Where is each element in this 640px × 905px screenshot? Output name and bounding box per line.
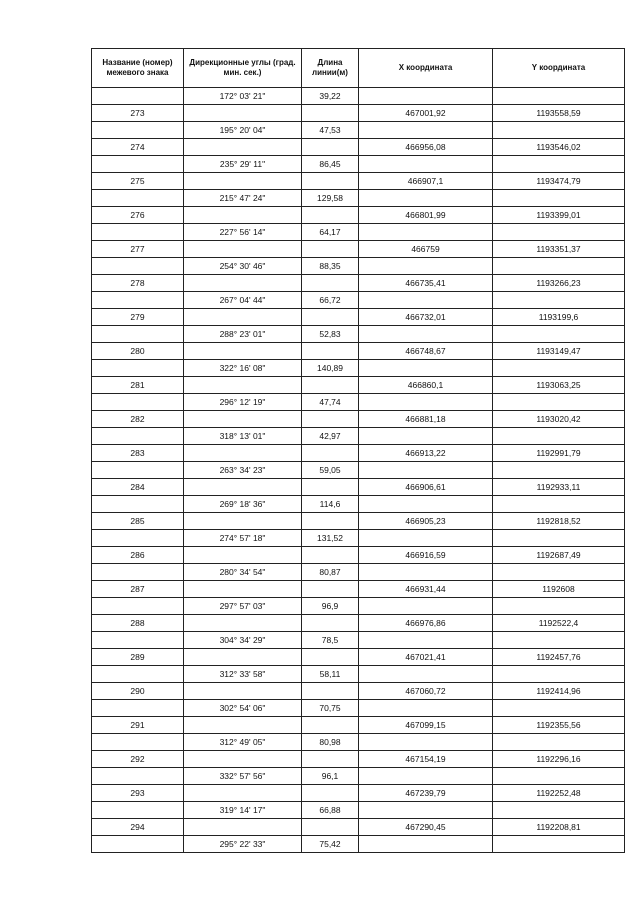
point-empty-cell (184, 785, 302, 802)
y-coordinate: 1192991,79 (493, 445, 625, 462)
point-name: 284 (92, 479, 184, 496)
line-length: 78,5 (302, 632, 359, 649)
y-coordinate: 1192608 (493, 581, 625, 598)
point-empty-cell (184, 649, 302, 666)
line-length: 129,58 (302, 190, 359, 207)
direction-angle: 235° 29' 11" (184, 156, 302, 173)
segment-empty-cell (493, 734, 625, 751)
segment-empty-cell (359, 802, 493, 819)
point-name: 282 (92, 411, 184, 428)
segment-row (92, 462, 625, 479)
segment-row (92, 802, 625, 819)
segment-empty-cell (493, 598, 625, 615)
point-empty-cell (302, 785, 359, 802)
point-empty-cell (184, 819, 302, 836)
segment-row (92, 836, 625, 853)
point-row (92, 479, 625, 496)
point-row (92, 241, 625, 258)
segment-empty-cell (359, 700, 493, 717)
point-empty-cell (302, 615, 359, 632)
y-coordinate: 1193474,79 (493, 173, 625, 190)
line-length: 80,87 (302, 564, 359, 581)
point-empty-cell (184, 717, 302, 734)
point-empty-cell (302, 241, 359, 258)
segment-empty-cell (493, 122, 625, 139)
segment-empty-cell (92, 428, 184, 445)
direction-angle: 215° 47' 24" (184, 190, 302, 207)
x-coordinate: 467099,15 (359, 717, 493, 734)
x-coordinate: 466931,44 (359, 581, 493, 598)
segment-empty-cell (92, 224, 184, 241)
x-coordinate: 466732,01 (359, 309, 493, 326)
x-coordinate: 466916,59 (359, 547, 493, 564)
segment-row (92, 496, 625, 513)
segment-row (92, 360, 625, 377)
point-empty-cell (184, 479, 302, 496)
point-empty-cell (302, 445, 359, 462)
segment-empty-cell (493, 700, 625, 717)
boundary-points-table (91, 48, 625, 853)
line-length: 52,83 (302, 326, 359, 343)
y-coordinate: 1193546,02 (493, 139, 625, 156)
segment-empty-cell (92, 156, 184, 173)
direction-angle: 297° 57' 03" (184, 598, 302, 615)
segment-empty-cell (493, 496, 625, 513)
segment-empty-cell (493, 224, 625, 241)
segment-empty-cell (92, 394, 184, 411)
direction-angle: 254° 30' 46" (184, 258, 302, 275)
segment-empty-cell (359, 836, 493, 853)
line-length: 131,52 (302, 530, 359, 547)
y-coordinate: 1193558,59 (493, 105, 625, 122)
point-row (92, 751, 625, 768)
x-coordinate: 467001,92 (359, 105, 493, 122)
y-coordinate: 1193063,25 (493, 377, 625, 394)
point-row (92, 411, 625, 428)
segment-row (92, 700, 625, 717)
segment-empty-cell (92, 360, 184, 377)
direction-angle: 295° 22' 33" (184, 836, 302, 853)
segment-empty-cell (359, 734, 493, 751)
segment-empty-cell (92, 768, 184, 785)
segment-empty-cell (359, 258, 493, 275)
direction-angle: 227° 56' 14" (184, 224, 302, 241)
segment-row (92, 88, 625, 105)
segment-empty-cell (493, 564, 625, 581)
direction-angle: 296° 12' 19" (184, 394, 302, 411)
x-coordinate: 467239,79 (359, 785, 493, 802)
x-coordinate: 466748,67 (359, 343, 493, 360)
point-name: 288 (92, 615, 184, 632)
segment-empty-cell (92, 122, 184, 139)
point-empty-cell (302, 581, 359, 598)
segment-empty-cell (359, 122, 493, 139)
y-coordinate: 1193266,23 (493, 275, 625, 292)
segment-empty-cell (92, 496, 184, 513)
point-name: 289 (92, 649, 184, 666)
direction-angle: 267° 04' 44" (184, 292, 302, 309)
segment-empty-cell (359, 496, 493, 513)
x-coordinate: 467154,19 (359, 751, 493, 768)
point-row (92, 105, 625, 122)
segment-row (92, 394, 625, 411)
segment-empty-cell (359, 666, 493, 683)
point-empty-cell (302, 819, 359, 836)
segment-empty-cell (359, 88, 493, 105)
line-length: 47,53 (302, 122, 359, 139)
segment-row (92, 428, 625, 445)
segment-empty-cell (92, 700, 184, 717)
x-coordinate: 466759 (359, 241, 493, 258)
point-empty-cell (184, 207, 302, 224)
segment-empty-cell (359, 768, 493, 785)
x-coordinate: 466913,22 (359, 445, 493, 462)
segment-empty-cell (493, 360, 625, 377)
point-empty-cell (302, 649, 359, 666)
direction-angle: 302° 54' 06" (184, 700, 302, 717)
segment-empty-cell (493, 530, 625, 547)
point-empty-cell (184, 615, 302, 632)
y-coordinate: 1193351,37 (493, 241, 625, 258)
line-length: 39,22 (302, 88, 359, 105)
header-x-coordinate: X координата (359, 49, 493, 88)
segment-empty-cell (359, 292, 493, 309)
x-coordinate: 466956,08 (359, 139, 493, 156)
point-name: 294 (92, 819, 184, 836)
segment-empty-cell (92, 88, 184, 105)
point-name: 292 (92, 751, 184, 768)
segment-row (92, 734, 625, 751)
point-empty-cell (302, 683, 359, 700)
point-name: 277 (92, 241, 184, 258)
point-name: 281 (92, 377, 184, 394)
header-line-length: Длина линии(м) (302, 49, 359, 88)
table-body (92, 88, 625, 853)
segment-empty-cell (493, 768, 625, 785)
point-name: 274 (92, 139, 184, 156)
line-length: 58,11 (302, 666, 359, 683)
point-name: 276 (92, 207, 184, 224)
point-name: 280 (92, 343, 184, 360)
direction-angle: 332° 57' 56" (184, 768, 302, 785)
point-row (92, 819, 625, 836)
segment-empty-cell (359, 326, 493, 343)
point-row (92, 649, 625, 666)
point-empty-cell (184, 377, 302, 394)
segment-row (92, 258, 625, 275)
point-name: 293 (92, 785, 184, 802)
segment-empty-cell (493, 190, 625, 207)
line-length: 96,1 (302, 768, 359, 785)
y-coordinate: 1192818,52 (493, 513, 625, 530)
point-empty-cell (184, 241, 302, 258)
point-empty-cell (302, 173, 359, 190)
header-point-name: Название (номер) межевого знака (92, 49, 184, 88)
segment-empty-cell (359, 156, 493, 173)
point-row (92, 717, 625, 734)
y-coordinate: 1192252,48 (493, 785, 625, 802)
segment-empty-cell (493, 88, 625, 105)
point-name: 291 (92, 717, 184, 734)
segment-empty-cell (493, 428, 625, 445)
point-name: 290 (92, 683, 184, 700)
line-length: 80,98 (302, 734, 359, 751)
direction-angle: 312° 49' 05" (184, 734, 302, 751)
direction-angle: 269° 18' 36" (184, 496, 302, 513)
direction-angle: 280° 34' 54" (184, 564, 302, 581)
line-length: 88,35 (302, 258, 359, 275)
direction-angle: 263° 34' 23" (184, 462, 302, 479)
y-coordinate: 1192933,11 (493, 479, 625, 496)
line-length: 75,42 (302, 836, 359, 853)
point-empty-cell (302, 513, 359, 530)
line-length: 114,6 (302, 496, 359, 513)
line-length: 59,05 (302, 462, 359, 479)
line-length: 47,74 (302, 394, 359, 411)
point-name: 279 (92, 309, 184, 326)
segment-empty-cell (493, 258, 625, 275)
segment-empty-cell (493, 156, 625, 173)
line-length: 96,9 (302, 598, 359, 615)
direction-angle: 304° 34' 29" (184, 632, 302, 649)
line-length: 70,75 (302, 700, 359, 717)
segment-empty-cell (359, 394, 493, 411)
segment-empty-cell (92, 598, 184, 615)
segment-row (92, 564, 625, 581)
table-header-row (92, 49, 625, 88)
segment-empty-cell (493, 802, 625, 819)
point-name: 283 (92, 445, 184, 462)
header-y-coordinate: Y координата (493, 49, 625, 88)
direction-angle: 172° 03' 21" (184, 88, 302, 105)
segment-empty-cell (493, 632, 625, 649)
point-row (92, 513, 625, 530)
segment-row (92, 190, 625, 207)
segment-row (92, 156, 625, 173)
point-empty-cell (302, 717, 359, 734)
point-row (92, 615, 625, 632)
point-row (92, 785, 625, 802)
point-name: 278 (92, 275, 184, 292)
point-empty-cell (302, 343, 359, 360)
header-direction-angle: Дирекционные углы (град. мин. сек.) (184, 49, 302, 88)
segment-empty-cell (92, 632, 184, 649)
point-empty-cell (184, 105, 302, 122)
point-name: 285 (92, 513, 184, 530)
y-coordinate: 1192457,76 (493, 649, 625, 666)
direction-angle: 318° 13' 01" (184, 428, 302, 445)
segment-empty-cell (493, 666, 625, 683)
x-coordinate: 466905,23 (359, 513, 493, 530)
point-empty-cell (184, 445, 302, 462)
point-empty-cell (302, 547, 359, 564)
segment-empty-cell (92, 666, 184, 683)
x-coordinate: 466907,1 (359, 173, 493, 190)
point-empty-cell (184, 513, 302, 530)
segment-empty-cell (92, 802, 184, 819)
point-empty-cell (184, 343, 302, 360)
y-coordinate: 1192414,96 (493, 683, 625, 700)
direction-angle: 195° 20' 04" (184, 122, 302, 139)
segment-empty-cell (92, 734, 184, 751)
point-empty-cell (302, 751, 359, 768)
segment-empty-cell (493, 462, 625, 479)
segment-empty-cell (359, 462, 493, 479)
segment-empty-cell (493, 292, 625, 309)
point-empty-cell (184, 683, 302, 700)
point-empty-cell (184, 581, 302, 598)
direction-angle: 322° 16' 08" (184, 360, 302, 377)
point-empty-cell (302, 207, 359, 224)
segment-empty-cell (92, 836, 184, 853)
y-coordinate: 1193399,01 (493, 207, 625, 224)
point-empty-cell (302, 105, 359, 122)
y-coordinate: 1192522,4 (493, 615, 625, 632)
segment-empty-cell (92, 564, 184, 581)
x-coordinate: 466881,18 (359, 411, 493, 428)
x-coordinate: 466906,61 (359, 479, 493, 496)
point-empty-cell (302, 309, 359, 326)
point-row (92, 275, 625, 292)
x-coordinate: 466735,41 (359, 275, 493, 292)
x-coordinate: 466976,86 (359, 615, 493, 632)
point-empty-cell (302, 139, 359, 156)
point-row (92, 139, 625, 156)
segment-row (92, 326, 625, 343)
line-length: 66,88 (302, 802, 359, 819)
segment-row (92, 666, 625, 683)
y-coordinate: 1193149,47 (493, 343, 625, 360)
segment-empty-cell (493, 836, 625, 853)
segment-empty-cell (359, 190, 493, 207)
segment-empty-cell (493, 326, 625, 343)
segment-row (92, 224, 625, 241)
point-name: 286 (92, 547, 184, 564)
direction-angle: 274° 57' 18" (184, 530, 302, 547)
y-coordinate: 1192687,49 (493, 547, 625, 564)
y-coordinate: 1192296,16 (493, 751, 625, 768)
point-empty-cell (302, 275, 359, 292)
line-length: 140,89 (302, 360, 359, 377)
point-name: 273 (92, 105, 184, 122)
segment-row (92, 632, 625, 649)
point-empty-cell (184, 309, 302, 326)
x-coordinate: 467060,72 (359, 683, 493, 700)
point-empty-cell (302, 479, 359, 496)
y-coordinate: 1193020,42 (493, 411, 625, 428)
y-coordinate: 1192208,81 (493, 819, 625, 836)
x-coordinate: 467290,45 (359, 819, 493, 836)
segment-empty-cell (359, 224, 493, 241)
point-row (92, 173, 625, 190)
segment-empty-cell (359, 428, 493, 445)
point-empty-cell (184, 751, 302, 768)
segment-empty-cell (92, 190, 184, 207)
point-empty-cell (184, 173, 302, 190)
segment-empty-cell (92, 462, 184, 479)
point-name: 275 (92, 173, 184, 190)
point-empty-cell (184, 275, 302, 292)
line-length: 42,97 (302, 428, 359, 445)
point-empty-cell (302, 377, 359, 394)
point-empty-cell (184, 411, 302, 428)
segment-row (92, 598, 625, 615)
point-empty-cell (184, 547, 302, 564)
x-coordinate: 466860,1 (359, 377, 493, 394)
segment-row (92, 292, 625, 309)
segment-empty-cell (359, 564, 493, 581)
point-row (92, 581, 625, 598)
segment-empty-cell (92, 292, 184, 309)
point-row (92, 445, 625, 462)
x-coordinate: 466801,99 (359, 207, 493, 224)
point-empty-cell (184, 139, 302, 156)
line-length: 86,45 (302, 156, 359, 173)
line-length: 66,72 (302, 292, 359, 309)
segment-empty-cell (493, 394, 625, 411)
y-coordinate: 1192355,56 (493, 717, 625, 734)
segment-empty-cell (359, 530, 493, 547)
direction-angle: 288° 23' 01" (184, 326, 302, 343)
segment-row (92, 122, 625, 139)
line-length: 64,17 (302, 224, 359, 241)
point-name: 287 (92, 581, 184, 598)
direction-angle: 319° 14' 17" (184, 802, 302, 819)
y-coordinate: 1193199,6 (493, 309, 625, 326)
point-row (92, 547, 625, 564)
point-row (92, 309, 625, 326)
point-row (92, 377, 625, 394)
segment-empty-cell (92, 326, 184, 343)
segment-empty-cell (359, 632, 493, 649)
x-coordinate: 467021,41 (359, 649, 493, 666)
point-row (92, 683, 625, 700)
point-row (92, 343, 625, 360)
segment-row (92, 530, 625, 547)
direction-angle: 312° 33' 58" (184, 666, 302, 683)
segment-empty-cell (92, 530, 184, 547)
point-row (92, 207, 625, 224)
segment-empty-cell (359, 598, 493, 615)
segment-row (92, 768, 625, 785)
point-empty-cell (302, 411, 359, 428)
segment-empty-cell (359, 360, 493, 377)
segment-empty-cell (92, 258, 184, 275)
